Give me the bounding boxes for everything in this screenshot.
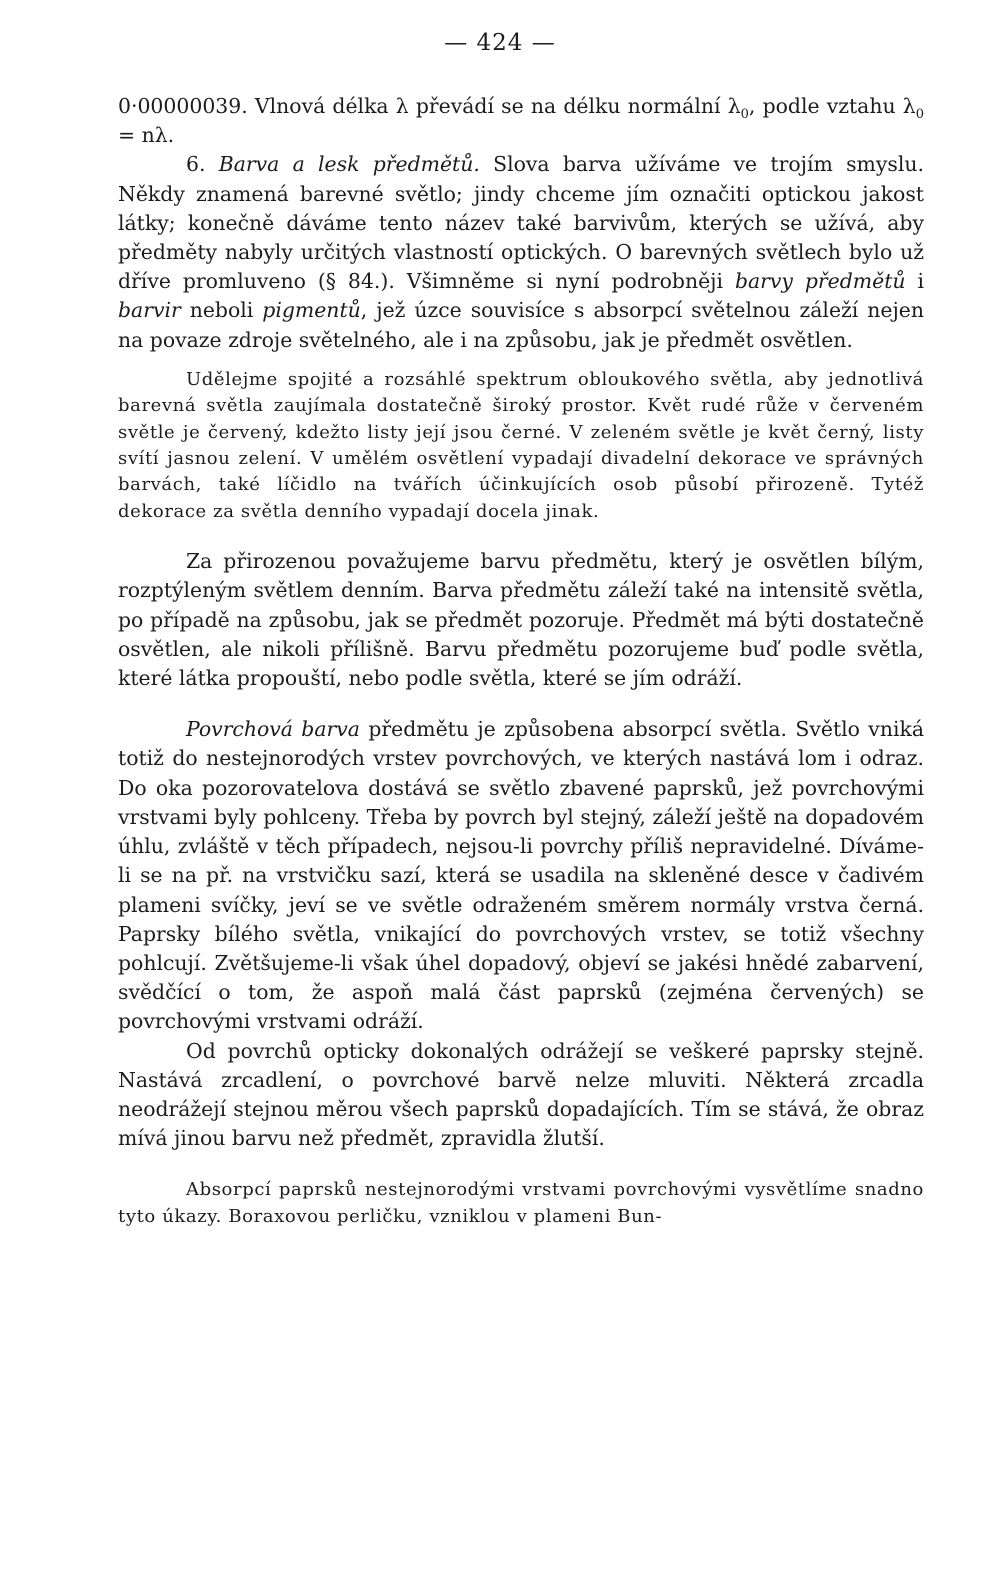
paragraph-5: Povrchová barva předmětu je způsobena absorpcí světla. Světlo vniká totiž do nestejnorodých vrstev povrchových, ve kterých nastává lom i odraz. Do oka pozorovatelova dostává se světlo zbavené paprsků, jež povrchovými vrstvami byly pohlceny. Třeba by povrch byl stejný, záleží ještě na dopadovém úhlu, zvláště v těch případech, nejsou-li povrchy příliš nepravidelné. Díváme-li se na př. na vrstvičku sazí, která se usadila na skleněné desce v čadivém plameni svíčky, jeví se ve světle odraženém směrem normály vrstva černá. Paprsky bílého světla, vnikající do povrchových vrstev, se totiž všechny pohlcují. Zvětšujeme-li však úhel dopadový, objeví se jakési hnědé zabarvení, svědčící o tom, že aspoň malá část paprsků (zejména červených) se povrchovými vrstvami odráží. bbox=[118, 717, 924, 1034]
paragraph-7: Absorpcí paprsků nestejnorodými vrstvami povrchovými vysvětlíme snadno tyto úkazy. Boraxovou perličku, vzniklou v plameni Bun- bbox=[118, 1179, 924, 1227]
paragraph-2: 6. Barva a lesk předmětů. Slova barva užíváme ve trojím smyslu. Někdy znamená barevné světlo; jindy chceme jím označiti optickou jakost látky; konečně dáváme tento název také barvivům, kterých se užívá, aby předměty nabyly určitých vlastností optických. O barevných světlech bylo už dříve promluveno (§ 84.). Všimněme si nyní podrobněji barvy předmětů i barvir neboli pigmentů, jež úzce souvisíce s absorpcí světelnou záleží nejen na povaze zdroje světelného, ale i na způsobu, jak je předmět osvětlen. bbox=[118, 152, 925, 352]
body-text bbox=[118, 92, 924, 1230]
section-heading: Barva a lesk předmětů. bbox=[218, 152, 480, 177]
page-number: — 424 — bbox=[444, 30, 556, 56]
paragraph-1: 0·00000039. Vlnová délka λ převádí se na délku normální $\lambda_0$, podle vztahu $\lambda_0 = n\lambda$. bbox=[118, 94, 924, 148]
paragraph-3: Udělejme spojité a rozsáhlé spektrum obloukového světla, aby jednotlivá barevná světla zaujímala dostatečně široký prostor. Květ rudé růže v červeném světle je červený, kdežto listy její jsou černé. V zeleném světle je květ černý, listy svítí jasnou zelení. V umělém osvětlení vypadají divadelní dekorace ve správných barvách, také líčidlo na tvářích účinkujících osob působí přirozeně. Tytéž dekorace za světla denního vypadají docela jinak. bbox=[118, 368, 924, 522]
paragraph-4: Za přirozenou považujeme barvu předmětu, který je osvětlen bílým, rozptýleným světlem denním. Barva předmětu záleží také na intensitě světla, po případě na způsobu, jak se předmět pozoruje. Předmět má býti dostatečně osvětlen, ale nikoli přílišně. Barvu předmětu pozorujeme buď podle světla, které látka propouští, nebo podle světla, které se jím odráží. bbox=[118, 549, 924, 691]
paragraph-6: Od povrchů opticky dokonalých odrážejí se veškeré paprsky stejně. Nastává zrcadlení, o povrchové barvě nelze mluviti. Některá zrcadla neodrážejí stejnou měrou všech paprsků dopadajících. Tím se stává, že obraz mívá jinou barvu než předmět, zpravidla žlutší. bbox=[118, 1038, 924, 1151]
